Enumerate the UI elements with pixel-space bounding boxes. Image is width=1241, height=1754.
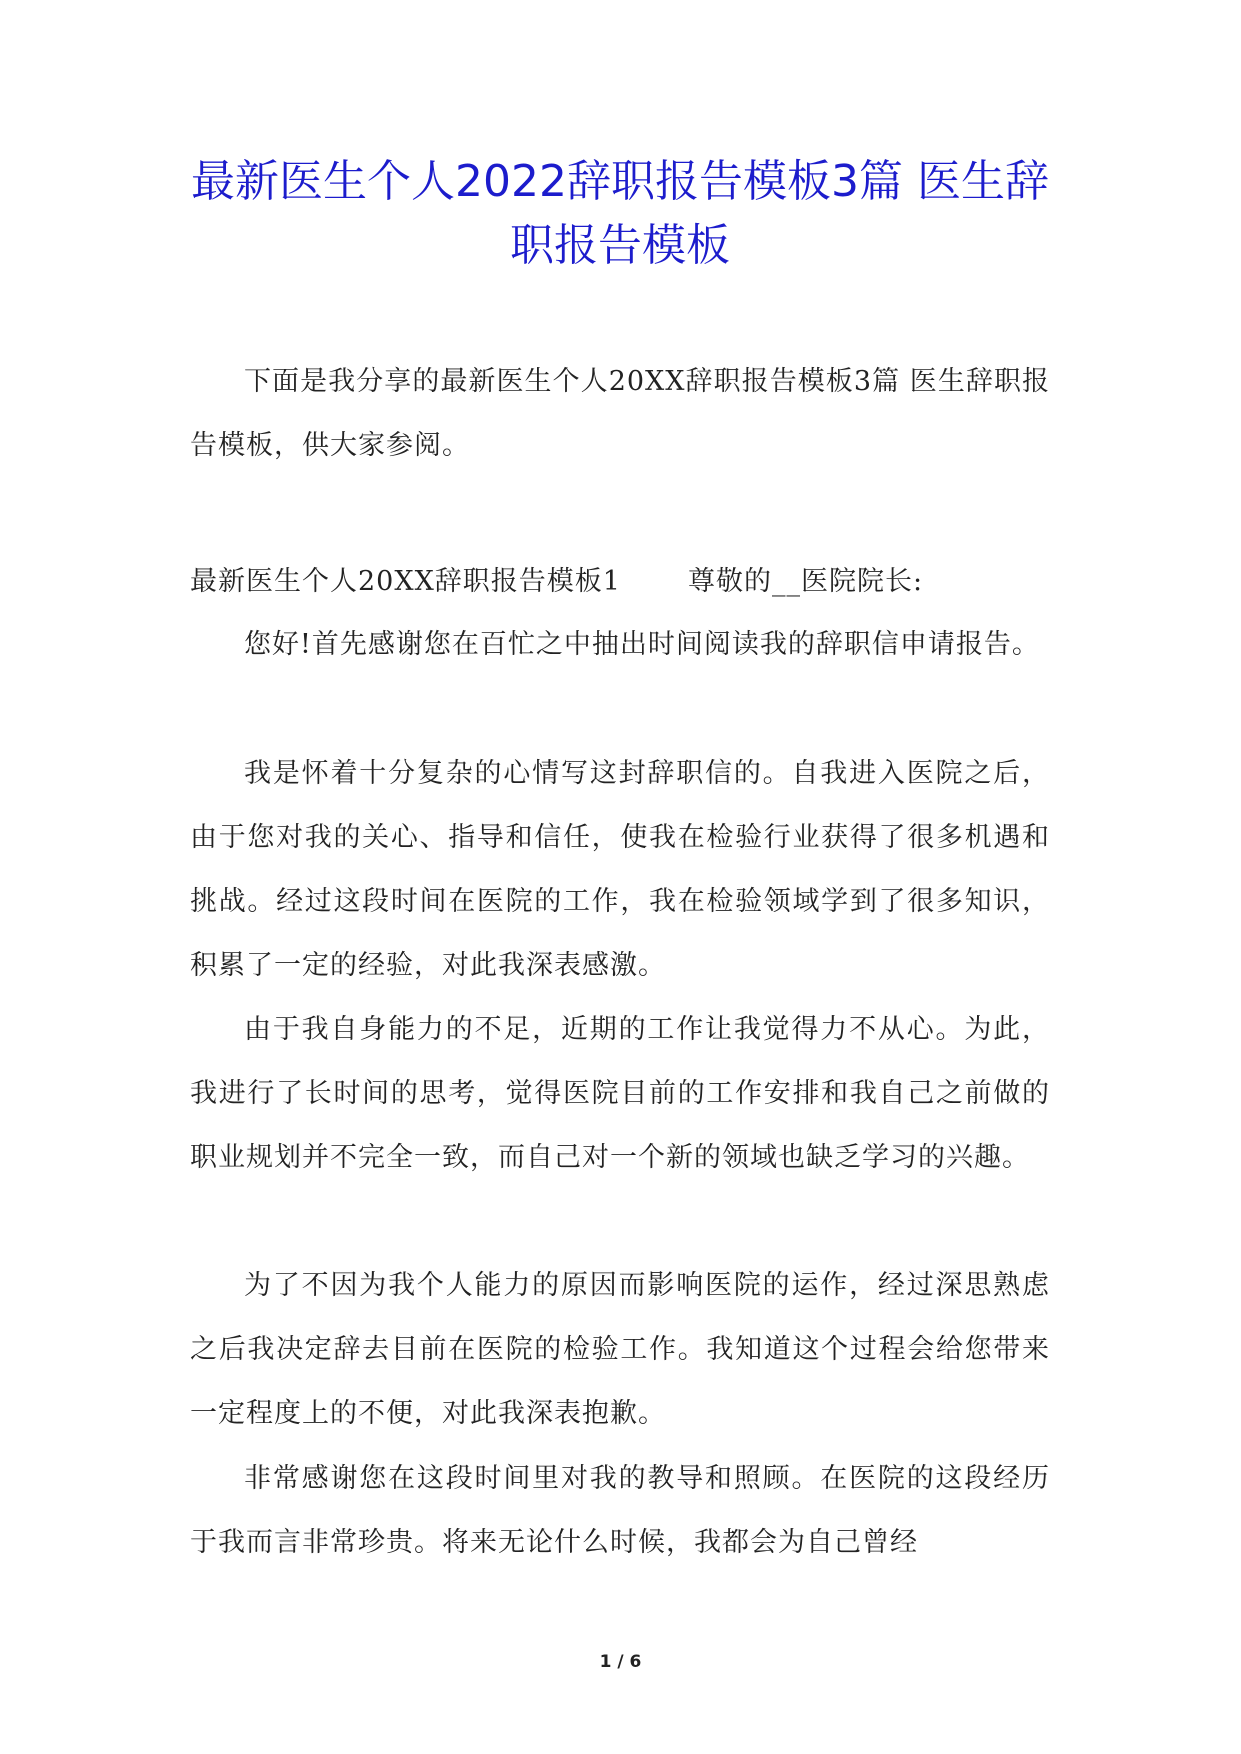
body-paragraph-3: 由于我自身能力的不足，近期的工作让我觉得力不从心。为此，我进行了长时间的思考，觉得医院目前的工作安排和我自己之前做的职业规划并不完全一致，而自己对一个新的领域也缺乏学习的兴趣。 xyxy=(190,1014,1050,1173)
body-paragraph-5: 非常感谢您在这段时间里对我的教导和照顾。在医院的这段经历于我而言非常珍贵。将来无论什么时候，我都会为自己曾经 xyxy=(190,1463,1050,1558)
body-paragraph-2: 我是怀着十分复杂的心情写这封辞职信的。自我进入医院之后，由于您对我的关心、指导和信任，使我在检验行业获得了很多机遇和挑战。经过这段时间在医院的工作，我在检验领域学到了很多知识，积累了一定的经验，对此我深表感激。 xyxy=(190,758,1050,981)
page-number: 1 / 6 xyxy=(599,1652,642,1672)
intro-paragraph: 下面是我分享的最新医生个人20XX辞职报告模板3篇 医生辞职报告模板，供大家参阅。 xyxy=(190,366,1050,461)
document-title: 最新医生个人2022辞职报告模板3篇 医生辞职报告模板 xyxy=(191,156,1049,271)
body-paragraph-1: 您好!首先感谢您在百忙之中抽出时间阅读我的辞职信申请报告。 xyxy=(244,629,1040,660)
section-heading: 最新医生个人20XX辞职报告模板1 尊敬的__医院院长: xyxy=(190,566,924,597)
body-paragraph-4: 为了不因为我个人能力的原因而影响医院的运作，经过深思熟虑之后我决定辞去目前在医院的检验工作。我知道这个过程会给您带来一定程度上的不便，对此我深表抱歉。 xyxy=(190,1270,1050,1429)
